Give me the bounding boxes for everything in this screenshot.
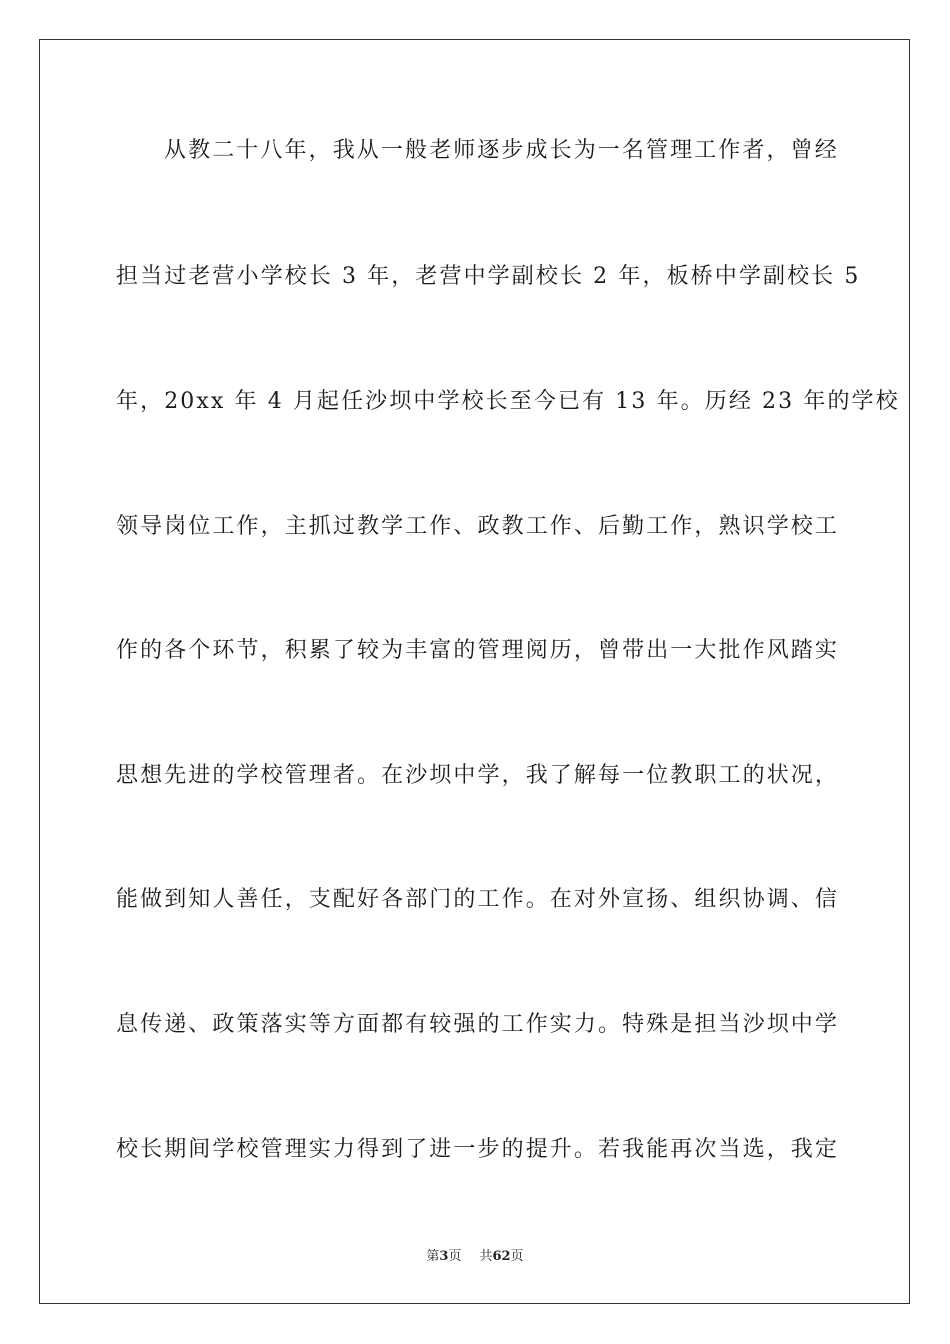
page-footer [0,1248,950,1266]
paragraph-line-6: 思想先进的学校管理者。在沙坝中学，我了解每一位教职工的状况， [116,763,840,788]
paragraph-line-1: 从教二十八年，我从一般老师逐步成长为一名管理工作者，曾经 [164,138,839,163]
paragraph-line-8: 息传递、政策落实等方面都有较强的工作实力。特殊是担当沙坝中学 [116,1012,840,1037]
page-border [39,39,910,1304]
footer-total-pages: 62 [492,1249,511,1264]
paragraph-line-4: 领导岗位工作，主抓过教学工作、政教工作、后勤工作，熟识学校工 [116,514,840,539]
footer-total-suffix: 页 [510,1249,524,1264]
paragraph-line-7: 能做到知人善任，支配好各部门的工作。在对外宣扬、组织协调、信 [116,887,840,912]
paragraph-line-5: 作的各个环节，积累了较为丰富的管理阅历，曾带出一大批作风踏实 [116,638,840,663]
paragraph-line-3: 年，20xx 年 4 月起任沙坝中学校长至今已有 13 年。历经 23 年的学校 [116,389,900,414]
paragraph-line-9: 校长期间学校管理实力得到了进一步的提升。若我能再次当选，我定 [116,1137,840,1162]
footer-page-prefix: 第 [426,1249,440,1264]
footer-page-suffix: 页 [448,1249,462,1264]
paragraph-line-2: 担当过老营小学校长 3 年，老营中学副校长 2 年，板桥中学副校长 5 [116,264,861,289]
footer-page-number: 3 [439,1249,449,1264]
footer-total-prefix: 共 [479,1249,493,1264]
